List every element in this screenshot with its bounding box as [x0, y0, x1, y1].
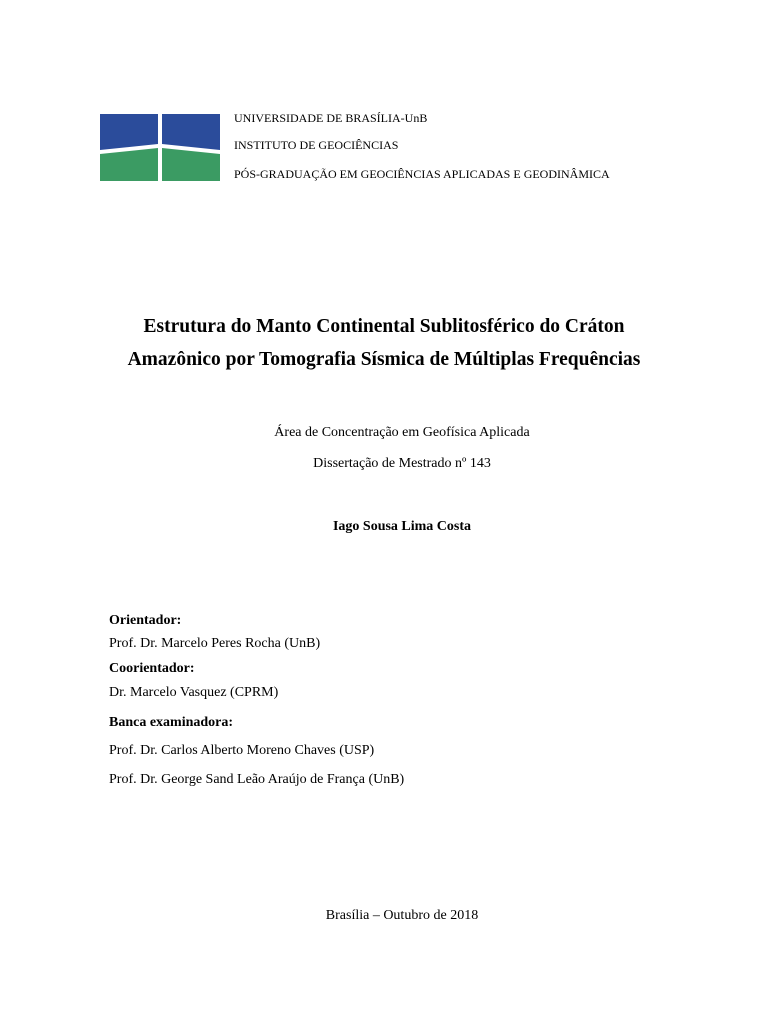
place-date: Brasília – Outubro de 2018: [325, 908, 479, 923]
title-line-1: Estrutura do Manto Continental Sublitosférico do Cráton: [143, 316, 625, 337]
banca-member: Prof. Dr. George Sand Leão Araújo de França (UnB): [109, 772, 405, 787]
coorientador-name: Dr. Marcelo Vasquez (CPRM): [109, 685, 279, 700]
unb-logo-icon: [100, 114, 220, 181]
coorientador-label: Coorientador:: [109, 661, 195, 676]
author-name: Iago Sousa Lima Costa: [332, 519, 472, 534]
program-name: PÓS-GRADUAÇÃO EM GEOCIÊNCIAS APLICADAS E GEODINÂMICA: [234, 167, 610, 181]
orientador-label: Orientador:: [109, 613, 182, 628]
orientador-name: Prof. Dr. Marcelo Peres Rocha (UnB): [109, 636, 321, 651]
banca-label: Banca examinadora:: [109, 715, 234, 730]
institute-name: INSTITUTO DE GEOCIÊNCIAS: [234, 138, 399, 152]
banca-member: Prof. Dr. Carlos Alberto Moreno Chaves (USP): [109, 743, 375, 758]
title-line-2: Amazônico por Tomografia Sísmica de Múltiplas Frequências: [127, 349, 641, 370]
dissertation-number: Dissertação de Mestrado nº 143: [313, 456, 491, 471]
concentration-area: Área de Concentração em Geofísica Aplicada: [274, 425, 530, 440]
university-name: UNIVERSIDADE DE BRASÍLIA-UnB: [234, 111, 428, 125]
